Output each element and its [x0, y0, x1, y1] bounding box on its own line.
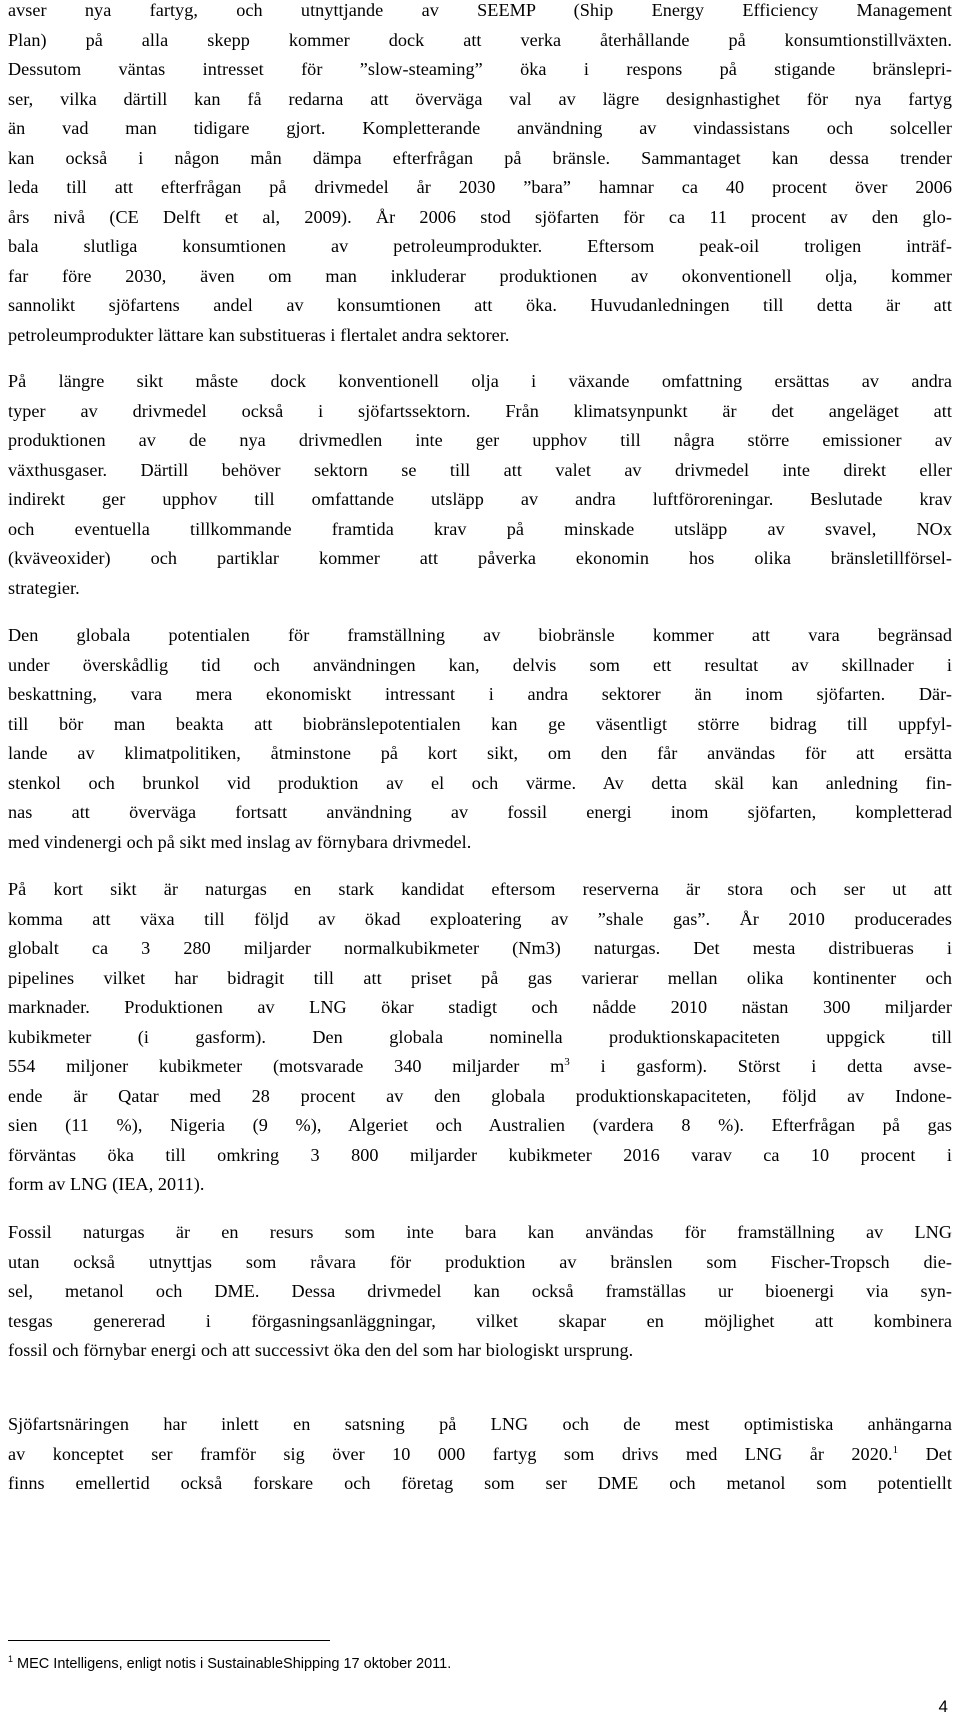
text-line: strategier. [8, 577, 80, 598]
text-line-part: i gasform). Störst i detta avse- [569, 1056, 953, 1076]
text-line [8, 1052, 952, 1082]
text-line: bala slutliga konsumtionen av petroleumprodukter. Eftersom peak-oil troligen inträf- [8, 236, 952, 256]
text-line: finns emellertid också forskare och företag som ser DME och metanol som potentiellt [8, 1473, 952, 1493]
paragraph-4 [8, 875, 952, 1200]
text-line: sel, metanol och DME. Dessa drivmedel kan också framställas ur bioenergi via syn- [8, 1281, 952, 1301]
text-line: ende är Qatar med 28 procent av den globala produktionskapaciteten, följd av Indone- [8, 1085, 952, 1106]
text-line: och eventuella tillkommande framtida krav på minskade utsläpp av svavel, NOx [8, 518, 952, 539]
text-line: typer av drivmedel också i sjöfartssektorn. Från klimatsynpunkt är det angeläget att [8, 400, 952, 421]
text-line: kubikmeter (i gasform). Den globala nominella produktionskapaciteten uppgick till [8, 1026, 952, 1047]
text-line: På längre sikt måste dock konventionell olja i växande omfattning ersättas av andra [8, 371, 952, 391]
text-line: indirekt ger upphov till omfattande utsläpp av andra luftföroreningar. Beslutade krav [8, 489, 952, 509]
paragraph-3 [8, 621, 952, 857]
text-line: pipelines vilket har bidragit till att priset på gas varierar mellan olika kontinenter och [8, 967, 952, 988]
text-line: stenkol och brunkol vid produktion av el och värme. Av detta skäl kan anledning fin- [8, 772, 952, 793]
text-line: lande av klimatpolitiken, åtminstone på kort sikt, om den får användas för att ersätta [8, 743, 952, 763]
paragraph-5 [8, 1218, 952, 1366]
page-number: 4 [938, 1697, 948, 1716]
paragraph-2 [8, 367, 952, 603]
footnote-text: MEC Intelligens, enligt notis i SustainableShipping 17 oktober 2011. [13, 1656, 452, 1672]
text-line: leda till att efterfrågan på drivmedel år 2030 ”bara” hamnar ca 40 procent över 2006 [8, 177, 952, 197]
text-line: växthusgaser. Därtill behöver sektorn se till att valet av drivmedel inte direkt eller [8, 459, 952, 480]
text-line: Plan) på alla skepp kommer dock att verka återhållande på konsumtionstillväxten. [8, 29, 952, 50]
text-line: Sjöfartsnäringen har inlett en satsning på LNG och de mest optimistiska anhängarna [8, 1414, 952, 1434]
superscript: 3 [564, 1055, 570, 1068]
text-line: under överskådlig tid och användningen kan, delvis som ett resultat av skillnader i [8, 654, 952, 675]
text-line: Den globala potentialen för framställning av biobränsle kommer att vara begränsad [8, 625, 952, 645]
text-line: förväntas öka till omkring 3 800 miljarder kubikmeter 2016 varav ca 10 procent i [8, 1144, 952, 1165]
text-line: tesgas genererad i förgasningsanläggningar, vilket skapar en möjlighet att kombinera [8, 1310, 952, 1331]
text-line: ser, vilka därtill kan få redarna att överväga val av lägre designhastighet för nya fartyg [8, 88, 952, 109]
text-line: utan också utnyttjas som råvara för produktion av bränslen som Fischer-Tropsch die- [8, 1251, 952, 1272]
text-line: Dessutom väntas intresset för ”slow-steaming” öka i respons på stigande bränslepri- [8, 59, 952, 79]
text-line: produktionen av de nya drivmedlen inte ger upphov till några större emissioner av [8, 430, 952, 450]
text-line: petroleumprodukter lättare kan substitueras i flertalet andra sektorer. [8, 324, 510, 345]
text-line: globalt ca 3 280 miljarder normalkubikmeter (Nm3) naturgas. Det mesta distribueras i [8, 938, 952, 958]
text-line: fossil och förnybar energi och att successivt öka den del som har biologiskt ursprung. [8, 1340, 634, 1360]
text-line: till bör man beakta att biobränslepotentialen kan ge väsentligt större bidrag till uppfyl- [8, 713, 952, 734]
text-line [8, 1440, 952, 1470]
paragraph-6 [8, 1410, 952, 1499]
text-line: års nivå (CE Delft et al, 2009). År 2006 stod sjöfarten för ca 11 procent av den glo- [8, 206, 952, 227]
text-line: far före 2030, även om man inkluderar produktionen av okonventionell olja, kommer [8, 265, 952, 286]
text-line: med vindenergi och på sikt med inslag av förnybara drivmedel. [8, 831, 472, 852]
text-line: form av LNG (IEA, 2011). [8, 1174, 205, 1194]
text-line: sien (11 %), Nigeria (9 %), Algeriet och Australien (vardera 8 %). Efterfrågan på gas [8, 1115, 952, 1135]
text-line: avser nya fartyg, och utnyttjande av SEEMP (Ship Energy Efficiency Management [8, 0, 952, 20]
footnote-reference[interactable]: 1 [892, 1443, 899, 1456]
text-line-part: 554 miljoner kubikmeter (motsvarade 340 miljarder m [8, 1056, 565, 1076]
text-line: kan också i någon mån dämpa efterfrågan på bränsle. Sammantaget kan dessa trender [8, 147, 952, 168]
text-line: nas att överväga fortsatt användning av fossil energi inom sjöfarten, kompletterad [8, 802, 952, 822]
text-line: än vad man tidigare gjort. Kompletterande användning av vindassistans och solceller [8, 118, 952, 138]
text-line: sannolikt sjöfartens andel av konsumtionen att öka. Huvudanledningen till detta är att [8, 295, 952, 315]
text-line: komma att växa till följd av ökad exploatering av ”shale gas”. År 2010 producerades [8, 908, 952, 929]
text-line: På kort sikt är naturgas en stark kandidat eftersom reserverna är stora och ser ut att [8, 879, 952, 899]
footnote-separator [8, 1640, 330, 1641]
text-line: marknader. Produktionen av LNG ökar stadigt och nådde 2010 nästan 300 miljarder [8, 997, 952, 1017]
text-line-part: av konceptet ser framför sig över 10 000 fartyg som drivs med LNG år 2020. [8, 1443, 893, 1464]
text-line: Fossil naturgas är en resurs som inte bara kan användas för framställning av LNG [8, 1222, 952, 1242]
text-line: (kväveoxider) och partiklar kommer att påverka ekonomin hos olika bränsletillförsel- [8, 548, 952, 568]
text-line-part: Det [898, 1443, 952, 1464]
footnote-marker: 1 [8, 1654, 14, 1665]
footnote [8, 1655, 451, 1673]
paragraph-1 [8, 0, 952, 350]
text-line: beskattning, vara mera ekonomiskt intressant i andra sektorer än inom sjöfarten. Där- [8, 684, 952, 704]
